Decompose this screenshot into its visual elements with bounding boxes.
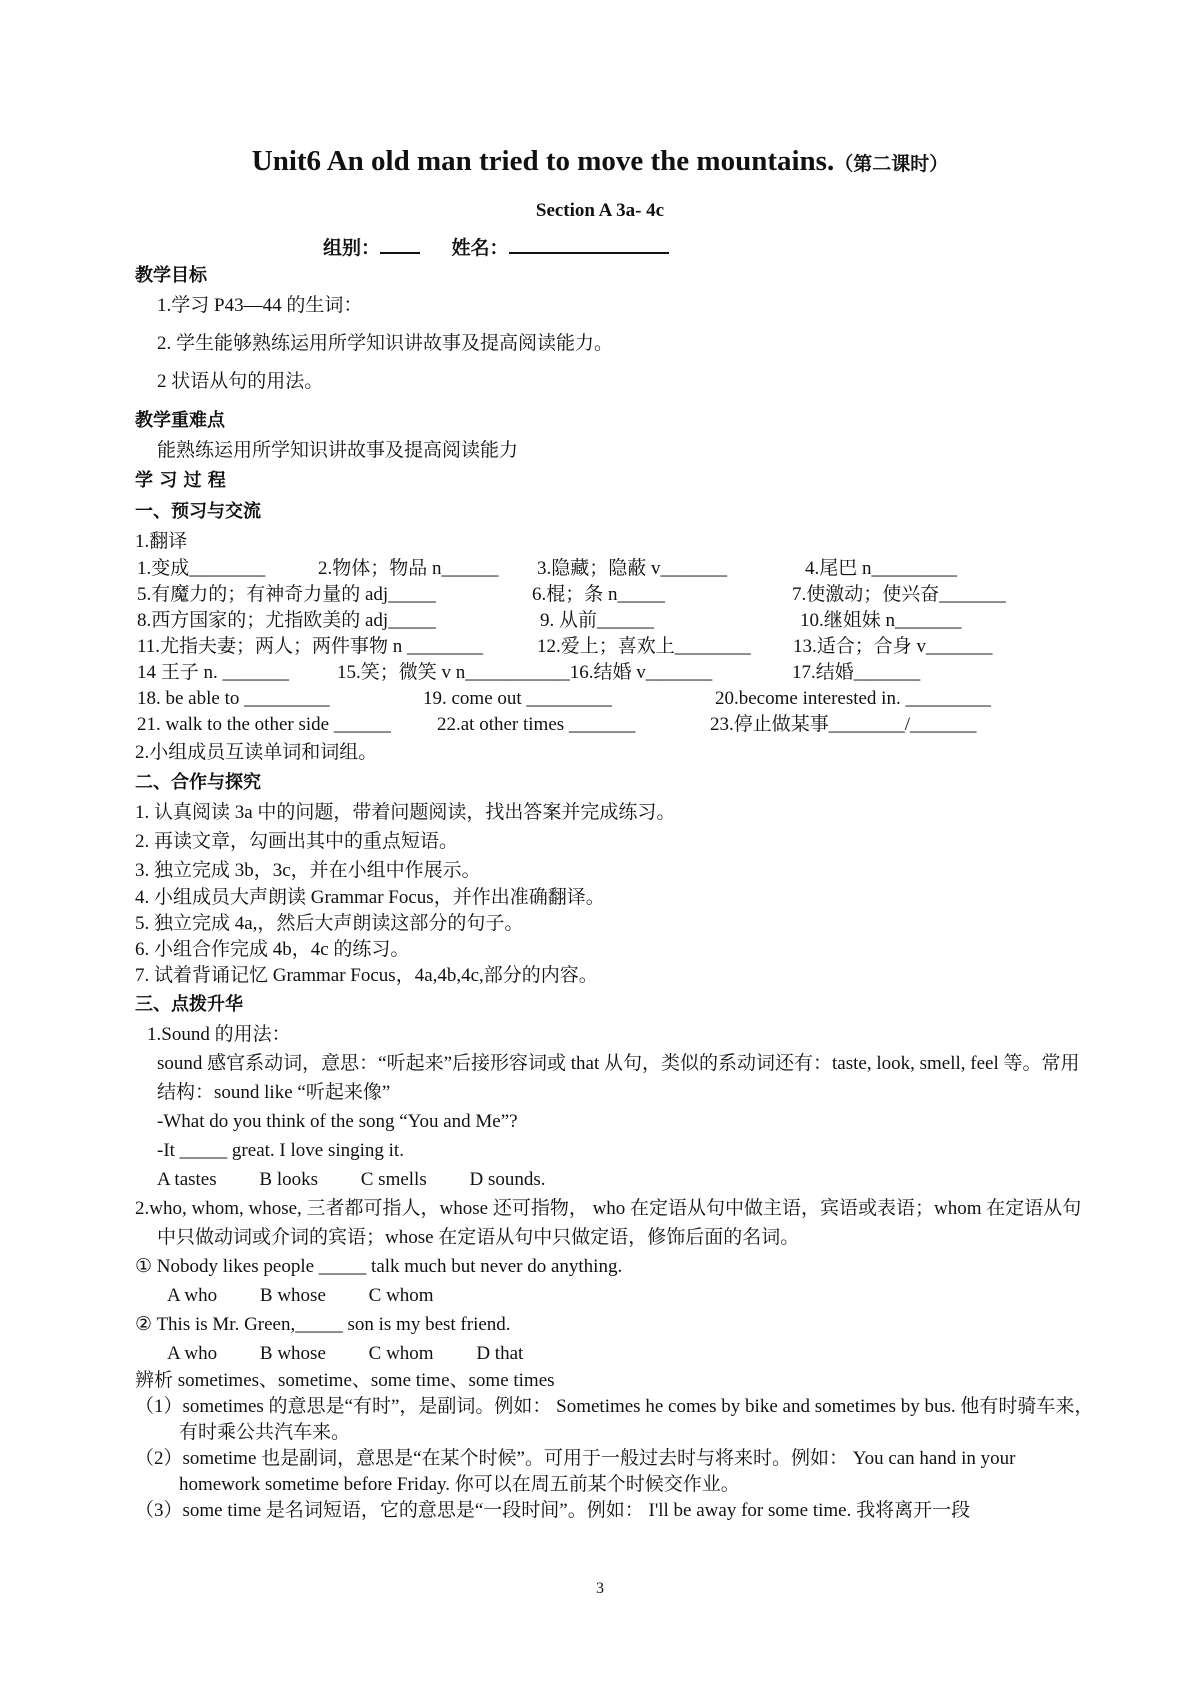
key-points-text: 能熟练运用所学知识讲故事及提高阅读能力 <box>157 440 519 461</box>
name-label: 姓名： <box>451 238 509 259</box>
compare-title: 辨析 sometimes、sometime、some time、some times <box>135 1370 555 1391</box>
vocab-item: 2.物体；物品 n______ <box>318 558 499 579</box>
objective-item: 2. 学生能够熟练运用所学知识讲故事及提高阅读能力。 <box>157 333 614 354</box>
option: A who <box>167 1285 218 1306</box>
vocab-item: 6.棍；条 n_____ <box>532 584 666 605</box>
question-line: -What do you think of the song “You and Me”? <box>157 1111 518 1132</box>
vocab-item: 3.隐藏；隐蔽 v_______ <box>537 558 728 579</box>
vocab-item: 20.become interested in. _________ <box>715 688 991 709</box>
question-line: ① Nobody likes people _____ talk much but never do anything. <box>135 1256 623 1277</box>
section3-heading: 三、点拨升华 <box>135 994 243 1015</box>
title-main: Unit6 An old man tried to move the mountains. <box>251 145 835 177</box>
vocab-row <box>135 582 1095 608</box>
vocab-item: 11.尤指夫妻；两人；两件事物 n ________ <box>137 636 484 657</box>
option: D sounds. <box>469 1169 546 1190</box>
vocab-item: 21. walk to the other side ______ <box>137 714 391 735</box>
option-row <box>135 1165 1095 1194</box>
who-whom-whose-description: 2.who, whom, whose, 三者都可指人，whose 还可指物， who 在定语从句中做主语，宾语或表语；whom 在定语从句中只做动词或介词的宾语；whose 在定语从句中只做定语，修饰后面的名词。 <box>135 1198 1082 1248</box>
option: B looks <box>259 1169 318 1190</box>
task-item: 6. 小组合作完成 4b，4c 的练习。 <box>135 939 410 960</box>
vocab-row <box>135 634 1095 660</box>
vocab-item: 14 王子 n. _______ <box>137 662 290 683</box>
objectives-heading: 教学目标 <box>135 265 207 286</box>
vocab-item: 10.继姐妹 n_______ <box>800 610 962 631</box>
vocab-item: 13.适合；合身 v_______ <box>793 636 993 657</box>
section1-sub1: 1.翻译 <box>135 531 188 552</box>
option: C smells <box>360 1169 427 1190</box>
vocab-item: 7.使激动；使兴奋_______ <box>792 584 1006 605</box>
vocab-item: 9. 从前______ <box>540 610 655 631</box>
task-item: 2. 再读文章，勾画出其中的重点短语。 <box>135 831 459 852</box>
vocab-row <box>135 712 1095 738</box>
compare-item: （2）sometime 也是副词，意思是“在某个时候”。可用于一般过去时与将来时。例如： You can hand in your homework sometime before Friday. 你可以在周五前某个时候交作业。 <box>135 1448 1016 1495</box>
vocab-row <box>135 556 1095 582</box>
section1-sub2: 2.小组成员互读单词和词组。 <box>135 742 378 763</box>
vocab-item: 15.笑；微笑 v n___________16.结婚 v_______ <box>337 662 713 683</box>
option: C whom <box>368 1343 434 1364</box>
option-row <box>135 1281 1095 1310</box>
task-item: 7. 试着背诵记忆 Grammar Focus，4a,4b,4c,部分的内容。 <box>135 965 598 986</box>
vocab-item: 19. come out _________ <box>423 688 612 709</box>
sound-title: 1.Sound 的用法： <box>147 1024 291 1045</box>
section1-heading: 一、预习与交流 <box>135 501 261 522</box>
section-subtitle: Section A 3a- 4c <box>535 200 665 221</box>
task-item: 4. 小组成员大声朗读 Grammar Focus，并作出准确翻译。 <box>135 887 605 908</box>
vocab-table <box>135 556 1095 738</box>
option: B whose <box>259 1343 326 1364</box>
vocab-item: 17.结婚_______ <box>792 662 921 683</box>
vocab-item: 1.变成________ <box>137 558 266 579</box>
compare-item: （3）some time 是名词短语，它的意思是“一段时间”。例如： I'll be away for some time. 我将离开一段 <box>135 1500 971 1521</box>
objective-item: 1.学习 P43—44 的生词： <box>157 295 363 316</box>
group-blank[interactable] <box>380 236 420 254</box>
option: B whose <box>259 1285 326 1306</box>
task-item: 3. 独立完成 3b，3c，并在小组中作展示。 <box>135 860 481 881</box>
group-name-line <box>323 233 669 260</box>
task-item: 5. 独立完成 4a,，然后大声朗读这部分的句子。 <box>135 913 524 934</box>
page-title <box>0 145 1200 178</box>
objective-item: 2 状语从句的用法。 <box>157 371 324 392</box>
title-suffix: （第二课时） <box>834 154 949 175</box>
vocab-item: 8.西方国家的；尤指欧美的 adj_____ <box>137 610 436 631</box>
option-row <box>135 1339 1095 1368</box>
vocab-item: 12.爱上；喜欢上________ <box>537 636 751 657</box>
section2-heading: 二、合作与探究 <box>135 772 261 793</box>
worksheet-content <box>135 260 1095 1524</box>
vocab-item: 22.at other times _______ <box>437 714 636 735</box>
compare-item: （1）sometimes 的意思是“有时”，是副词。例如： Sometimes he comes by bike and sometimes by bus. 他有时骑车来，有时乘公共汽车来。 <box>135 1396 1094 1443</box>
vocab-item: 4.尾巴 n_________ <box>805 558 958 579</box>
question-line: ② This is Mr. Green,_____ son is my best friend. <box>135 1314 511 1335</box>
option: C whom <box>368 1285 434 1306</box>
vocab-row <box>135 686 1095 712</box>
option: A tastes <box>157 1169 217 1190</box>
key-points-heading: 教学重难点 <box>135 410 225 431</box>
vocab-item: 5.有魔力的；有神奇力量的 adj_____ <box>137 584 436 605</box>
group-label: 组别： <box>323 238 381 259</box>
process-heading: 学 习 过 程 <box>135 470 226 491</box>
vocab-row <box>135 660 1095 686</box>
name-blank[interactable] <box>509 236 669 254</box>
vocab-row <box>135 608 1095 634</box>
vocab-item: 23.停止做某事________/_______ <box>710 714 977 735</box>
option: A who <box>167 1343 218 1364</box>
page-number: 3 <box>596 1580 604 1597</box>
question-line: -It _____ great. I love singing it. <box>157 1140 404 1161</box>
task-item: 1. 认真阅读 3a 中的问题，带着问题阅读，找出答案并完成练习。 <box>135 802 676 823</box>
option: D that <box>476 1343 524 1364</box>
sound-description: sound 感官系动词，意思：“听起来”后接形容词或 that 从句，类似的系动词还有：taste, look, smell, feel 等。常用结构：sound like “听起来像” <box>157 1053 1080 1103</box>
vocab-item: 18. be able to _________ <box>137 688 330 709</box>
